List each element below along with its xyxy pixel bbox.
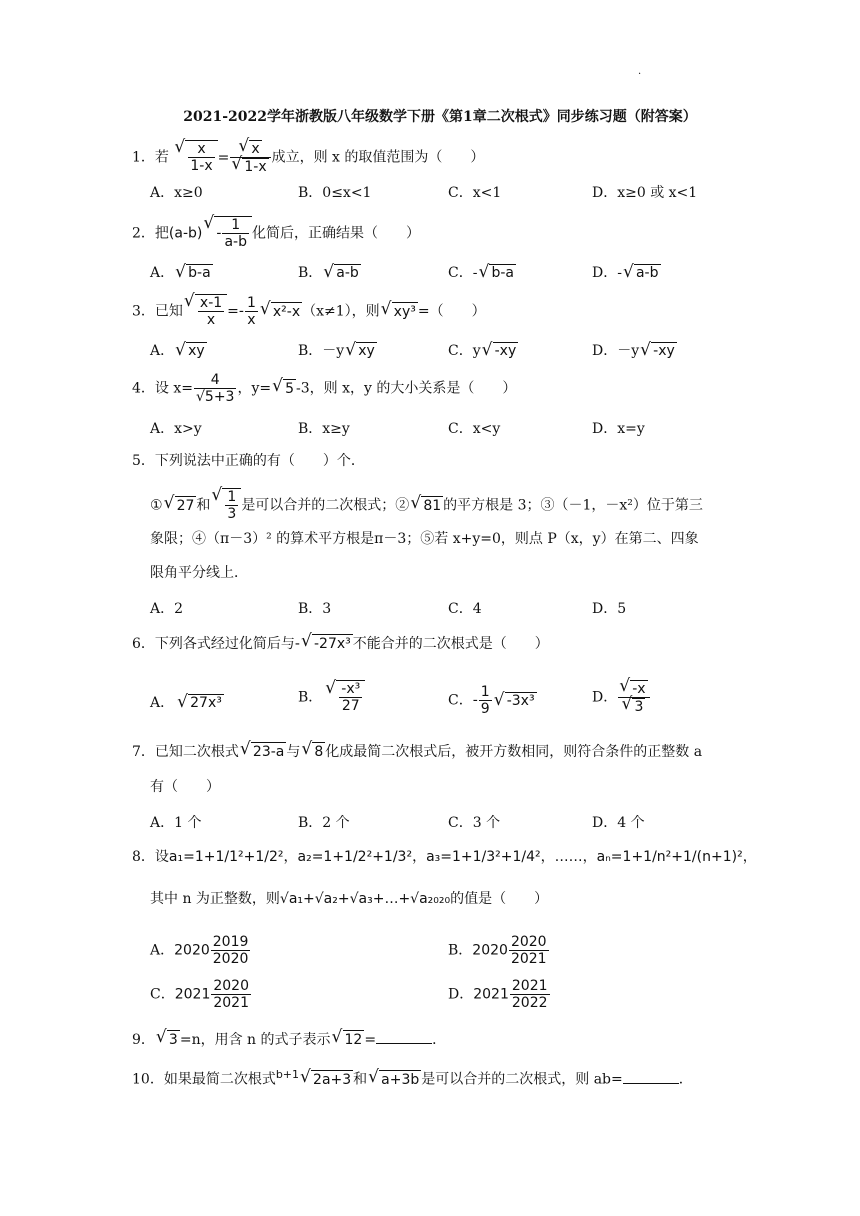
q5-option-b: B．3 bbox=[298, 601, 332, 617]
q5-option-c: C．4 bbox=[448, 601, 482, 617]
q7-option-d: D．4 个 bbox=[592, 815, 645, 831]
q1-option-c: C．x<1 bbox=[448, 185, 502, 201]
q2-option-c: C．-√ b-a bbox=[448, 262, 516, 282]
q7-option-c: C．3 个 bbox=[448, 815, 501, 831]
q5-line-3: 限角平分线上． bbox=[150, 565, 248, 581]
q8-option-b: B．2020 $\frac{2020}{2021}$ bbox=[448, 934, 547, 967]
question-5: 5．下列说法中正确的有（ ）个． bbox=[132, 453, 365, 469]
q7-option-b: B．2 个 bbox=[298, 815, 350, 831]
answer-blank bbox=[623, 1071, 679, 1084]
question-1: 1．若 √ $\frac{x}{1-x}$ = √ x √ 1-x 成立，则 x 的取值范围为（ ） bbox=[132, 140, 484, 175]
q5-line-2: 象限；④（π－3）² 的算术平方根是π－3；⑤若 x+y=0，则点 P（x，y）在第二、四象 bbox=[150, 531, 699, 547]
q6-option-c: C．- $\frac{1}{9}$ √ -3x³ bbox=[448, 684, 537, 717]
question-3: 3．已知 √ $\frac{x-1}{x}$ =- $\frac{1}{x}$ √ x²-x （x≠1），则√ xy³ =（ ） bbox=[132, 294, 486, 328]
q8-option-c: C．2021 $\frac{2020}{2021}$ bbox=[150, 978, 249, 1011]
q4-option-b: B．x≥y bbox=[298, 421, 350, 437]
q8-option-a: A．2020 $\frac{2019}{2020}$ bbox=[150, 934, 249, 967]
page-dot: . bbox=[638, 66, 642, 77]
q7-line-2: 有（ ） bbox=[150, 779, 220, 795]
q5-option-a: A．2 bbox=[150, 601, 184, 617]
q1-option-b: B．0≤x<1 bbox=[298, 185, 372, 201]
q6-option-b: B． √ $\frac{\text{-x³}}{27}$ bbox=[298, 680, 365, 714]
q2-option-d: D．-√ a-b bbox=[592, 262, 661, 282]
q1-option-a: A．x≥0 bbox=[150, 185, 203, 201]
q6-option-a: A．√ 27x³ bbox=[150, 692, 224, 712]
question-6: 6．下列各式经过化简后与-√ -27x³ 不能合并的二次根式是（ ） bbox=[132, 634, 549, 653]
question-10: 10．如果最简二次根式$^{b+1}$√ 2a+3 和√ a+3b 是可以合并的二次根式，则 ab= ． bbox=[132, 1066, 693, 1089]
question-9: 9．√ 3 =n，用含 n 的式子表示√ 12 = ． bbox=[132, 1030, 446, 1049]
question-4: 4．设 x= $\frac{4}{√5+3}$ ，y=√ 5 -3，则 x，y 的大小关系是（ ） bbox=[132, 372, 516, 405]
q3-option-a: A．√ xy bbox=[150, 340, 207, 360]
q7-option-a: A．1 个 bbox=[150, 815, 202, 831]
q5-option-d: D．5 bbox=[592, 601, 627, 617]
question-7: 7．已知二次根式√ 23-a 与√ 8 化成最简二次根式后，被开方数相同，则符合条件的正整数 a bbox=[132, 742, 702, 761]
q4-option-c: C．x<y bbox=[448, 421, 501, 437]
q6-option-d: D． √ -x √ 3 bbox=[592, 680, 651, 715]
q2-option-a: A．√ b-a bbox=[150, 262, 213, 282]
q8-option-d: D．2021 $\frac{2021}{2022}$ bbox=[448, 978, 548, 1011]
q4-option-d: D．x=y bbox=[592, 421, 645, 437]
q8-line-2: 其中 n 为正整数，则√a₁+√a₂+√a₃+…+√a₂₀₂₀的值是（ ） bbox=[150, 891, 549, 907]
q4-option-a: A．x>y bbox=[150, 421, 202, 437]
q-number: 1． bbox=[132, 149, 155, 166]
question-8: 8．设a₁=1+1/1²+1/2²，a₂=1+1/2²+1/3²，a₃=1+1/3²+1/4²，……，aₙ=1+1/n²+1/(n+1)²， bbox=[132, 849, 757, 865]
q1-option-d: D．x≥0 或 x<1 bbox=[592, 185, 698, 201]
page-title: 2021-2022学年浙教版八年级数学下册《第1章二次根式》同步练习题（附答案） bbox=[183, 109, 697, 125]
q3-option-b: B．－y√ xy bbox=[298, 340, 377, 360]
q2-option-b: B．√ a-b bbox=[298, 262, 361, 282]
question-2: 2．把(a-b)√ - $\frac{1}{a-b}$ 化简后，正确结果（ ） bbox=[132, 216, 420, 250]
q3-option-d: D．－y√ -xy bbox=[592, 340, 677, 360]
q5-line-1: ①√ 27 和 √ $\frac{1}{3}$ 是可以合并的二次根式；②√ 81 的平方根是 3；③（－1，－x²）位于第三 bbox=[150, 488, 703, 522]
answer-blank bbox=[376, 1031, 432, 1044]
q3-option-c: C．y√ -xy bbox=[448, 340, 518, 360]
